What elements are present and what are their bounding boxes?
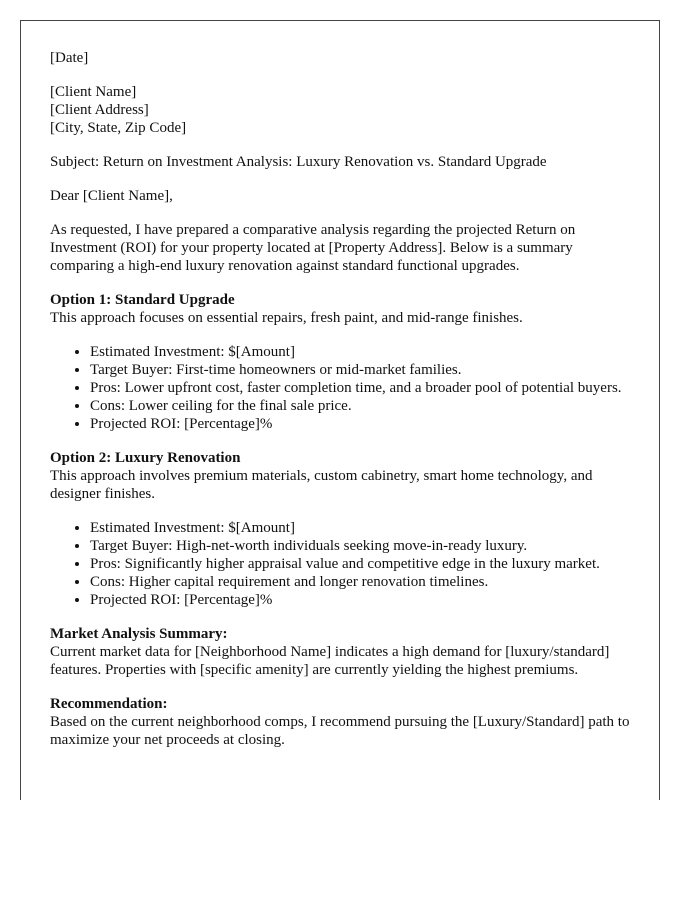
- option1-heading: Option 1: Standard Upgrade: [50, 292, 235, 308]
- list-item: • Estimated Investment: $[Amount]: [90, 343, 640, 361]
- recommendation-section: [50, 695, 640, 749]
- letter-intro: As requested, I have prepared a comparative analysis regarding the projected Return on Investment (ROI) for your property located at [Property Address]. Below is a summary comparing a high-end luxury renovation against standard functional upgrades.: [50, 222, 576, 274]
- letter-content: [50, 49, 640, 765]
- list-item: • Cons: Lower ceiling for the final sale price.: [90, 397, 640, 415]
- option2-description: This approach involves premium materials, custom cabinetry, smart home technology, and designer finishes.: [50, 468, 593, 502]
- recipient-address: [Client Address]: [50, 102, 149, 118]
- list-item: • Pros: Lower upfront cost, faster completion time, and a broader pool of potential buyers.: [90, 379, 640, 397]
- list-item: • Projected ROI: [Percentage]%: [90, 591, 640, 609]
- letter-salutation: Dear [Client Name],: [50, 188, 173, 204]
- list-item: • Target Buyer: High-net-worth individuals seeking move-in-ready luxury.: [90, 537, 640, 555]
- option1-section: [50, 291, 640, 433]
- recommendation-heading: Recommendation:: [50, 696, 168, 712]
- recommendation-text: Based on the current neighborhood comps, I recommend pursuing the [Luxury/Standard] path to maximize your net proceeds at closing.: [50, 714, 630, 748]
- list-item: • Estimated Investment: $[Amount]: [90, 519, 640, 537]
- option2-list: [50, 519, 640, 609]
- option1-description: This approach focuses on essential repairs, fresh paint, and mid-range finishes.: [50, 310, 523, 326]
- market-analysis-text: Current market data for [Neighborhood Name] indicates a high demand for [luxury/standard] features. Properties with [specific amenity] are currently yielding the highest premiums.: [50, 644, 610, 678]
- letter-subject: Subject: Return on Investment Analysis: Luxury Renovation vs. Standard Upgrade: [50, 154, 547, 170]
- list-item: • Projected ROI: [Percentage]%: [90, 415, 640, 433]
- list-item: • Cons: Higher capital requirement and longer renovation timelines.: [90, 573, 640, 591]
- list-item: • Target Buyer: First-time homeowners or mid-market families.: [90, 361, 640, 379]
- market-analysis-section: [50, 625, 640, 679]
- recipient-city-state-zip: [City, State, Zip Code]: [50, 120, 187, 136]
- list-item: • Pros: Significantly higher appraisal value and competitive edge in the luxury market.: [90, 555, 640, 573]
- letter-date: [Date]: [50, 50, 89, 66]
- option2-heading: Option 2: Luxury Renovation: [50, 450, 241, 466]
- market-analysis-heading: Market Analysis Summary:: [50, 626, 228, 642]
- recipient-address-block: [50, 83, 640, 137]
- letter-page: [20, 20, 660, 800]
- option1-list: [50, 343, 640, 433]
- recipient-name: [Client Name]: [50, 84, 137, 100]
- option2-section: [50, 449, 640, 609]
